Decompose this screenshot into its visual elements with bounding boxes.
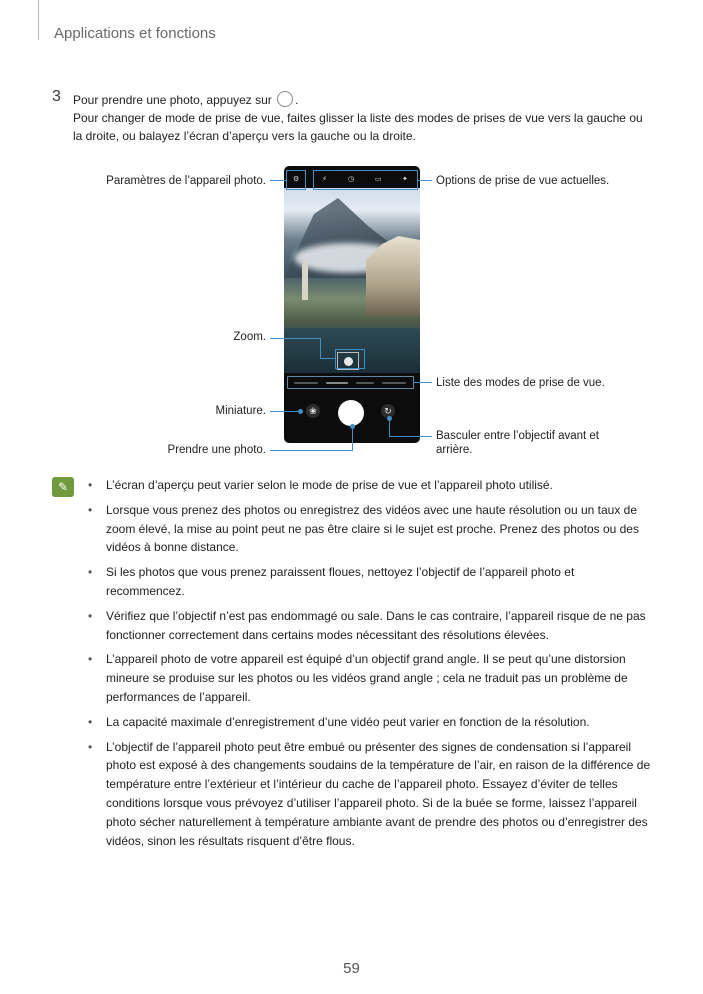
switch-dot [387,416,392,421]
bullet: • [88,714,93,729]
callout-zoom: Zoom. [233,331,266,343]
bullet: • [88,608,93,623]
mode-bar [326,382,348,384]
note-item [88,607,653,645]
church-shape [302,258,308,300]
zoom-leader-vertical [320,338,321,358]
step-line-1-text: Pour prendre une photo, appuyez sur [73,93,272,107]
note-item [88,738,653,851]
callout-modes: Liste des modes de prise de vue. [436,377,605,389]
settings-icon: ⚙ [293,176,300,183]
callout-options: Options de prise de vue actuelles. [436,175,610,187]
mode-bar [356,382,374,384]
shutter-icon [277,91,293,107]
note-item [88,476,653,495]
note-text: L’objectif de l’appareil photo peut être embué ou présenter des signes de condensation si l’appareil photo est exposé à des changements soudains de la température de l’air, en raison de la différence de température entre l’extérieur et l’intérieur du cache de l’appareil photo. Essayez d’éviter de telles conditions lorsque vous prévoyez d’utiliser l’appareil photo. Si de la buée se forme, laissez l’appareil photo sécher naturellement à température ambiante avant de prendre des photos ou d’enregistrer des vidéos, sinon les résultats risquent d’être flous. [106,739,651,848]
mode-bar [294,382,318,384]
callout-shutter: Prendre une photo. [167,444,266,456]
flash-icon: ⚡ [322,176,327,183]
thumbnail-icon: ❀ [306,404,320,418]
step-instructions [73,91,653,145]
shutter-leader-vertical [352,426,353,451]
callout-switch: Basculer entre l’objectif avant et [436,430,600,442]
shutter-button [338,400,364,426]
preview-photo [284,188,420,373]
options-highlight [313,170,418,190]
note-item [88,501,653,557]
page-header-title: Applications et fonctions [54,25,216,42]
modes-leader [414,382,432,383]
options-leader [418,180,432,181]
bullet: • [88,652,93,667]
switch-leader [389,436,432,437]
note-item [88,713,653,732]
zoom-highlight [335,349,365,369]
note-item [88,650,653,706]
thumbnail-dot [298,409,303,414]
switch-camera-icon: ↻ [381,404,395,418]
callout-switch-2: arrière. [436,444,473,456]
note-icon: ✎ [52,477,74,497]
note-text: Vérifiez que l’objectif n’est pas endommagé ou sale. Dans le cas contraire, l’appareil risque de ne pas fonctionner correctement dans certains modes nécessitant des résolutions élevées. [106,608,646,642]
shutter-leader [270,450,352,451]
shooting-modes-list [287,376,414,389]
header-rule [38,0,39,40]
settings-highlight [286,170,306,190]
note-text: L’appareil photo de votre appareil est équipé d’un objectif grand angle. Il se peut qu’une distorsion mineure se produise sur les photos ou les vidéos grand angle ; cela ne traduit pas un problème de performances de l’appareil. [106,652,628,704]
zoom-leader-end [320,358,335,359]
callout-thumbnail: Miniature. [215,405,266,417]
note-text: Lorsque vous prenez des photos ou enregistrez des vidéos avec une haute résolution ou un taux de zoom élevé, la mise au point peut ne pas être claire si le sujet est proche. Prenez des photos ou des vidéos à bonne distance. [106,502,639,555]
note-text: La capacité maximale d’enregistrement d’une vidéo peut varier en fonction de la résolution. [106,714,590,729]
ratio-icon: ▭ [375,176,382,183]
mode-bar [382,382,406,384]
step-number: 3 [52,88,61,105]
page-number: 59 [343,960,360,977]
notes-list [88,476,653,856]
note-text: Si les photos que vous prenez paraissent floues, nettoyez l’objectif de l’appareil photo et recommencez. [106,565,575,598]
camera-preview-illustration [284,166,420,443]
thumbnail-leader [270,411,300,412]
bullet: • [88,478,93,492]
shutter-dot [350,424,355,429]
timer-icon: ◷ [348,176,355,183]
zoom-leader [270,338,320,339]
step-line-1-end: . [295,93,299,107]
bullet: • [88,739,93,754]
settings-leader [270,180,286,181]
note-item [88,563,653,601]
bullet: • [88,565,93,580]
filter-icon: ✦ [402,176,408,183]
note-text: L’écran d’aperçu peut varier selon le mode de prise de vue et l’appareil photo utilisé. [106,478,553,492]
bullet: • [88,502,93,517]
step-line-2: Pour changer de mode de prise de vue, faites glisser la liste des modes de prises de vue vers la gauche ou la droite, ou balayez l’écran d’aperçu vers la gauche ou la droite. [73,111,643,143]
step-line-1 [73,91,653,109]
callout-settings: Paramètres de l’appareil photo. [106,175,266,187]
